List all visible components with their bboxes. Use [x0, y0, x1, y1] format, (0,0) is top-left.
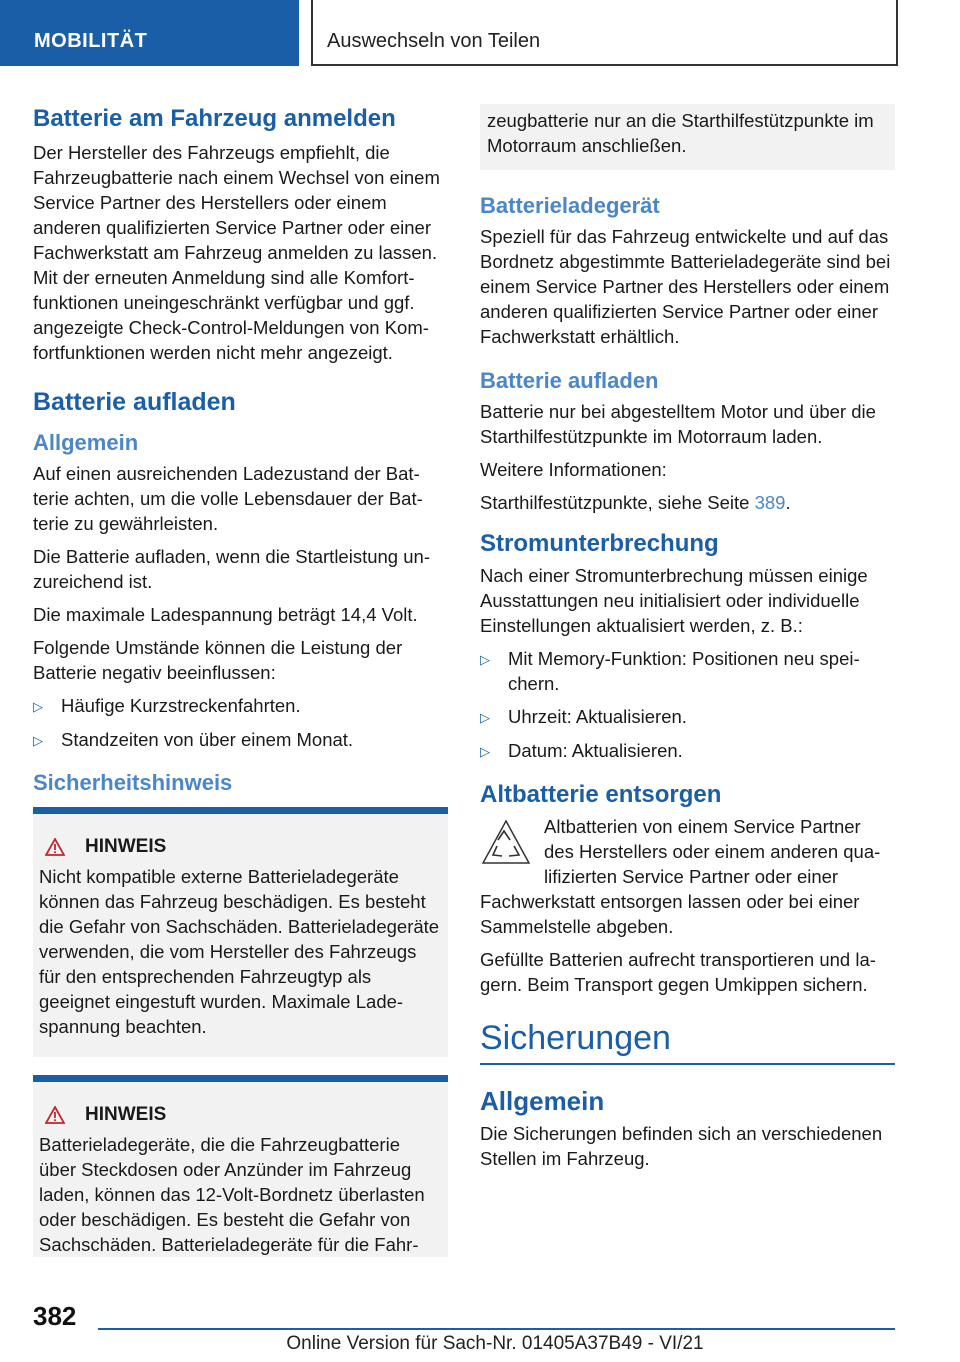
- header-section-tab: [0, 0, 299, 66]
- note-continuation: [480, 104, 895, 170]
- paragraph-power-interruption: Nach einer Stromunterbrechung müssen einige Ausstattungen neu initialisiert oder individuelle Einstellungen aktualisiert werden, z. B.:: [480, 565, 868, 636]
- footer-text: Online Version für Sach-Nr. 01405A37B49 - VI/21: [286, 1333, 704, 1354]
- note-title-2: [45, 1104, 440, 1126]
- list-item-text: Datum: Aktualisieren.: [508, 740, 683, 761]
- note-title-text: HINWEIS: [85, 1104, 167, 1125]
- bullet-triangle-icon: ▷: [33, 733, 43, 748]
- heading-fuses: Sicherungen: [480, 1017, 895, 1065]
- paragraph-reference: [480, 490, 895, 515]
- paragraph-dispose: [480, 814, 895, 939]
- list-item-text: Standzeiten von über einem Monat.: [61, 729, 354, 750]
- reference-text: Starthilfestützpunkte, siehe Seite: [480, 492, 755, 513]
- note-text-2: Batterieladegeräte, die die Fahrzeugbatterie über Steckdosen oder Anzünder im Fahrzeug laden, können das 12-Volt-Bordnetz überlasten oder beschädigen. Es besteht die Gefahr von Sachschäden. Batterieladegeräte für die Fahr-: [39, 1134, 425, 1255]
- warning-icon: [45, 838, 65, 856]
- recycle-icon: [480, 818, 532, 870]
- paragraph-fuses: Die Sicherungen befinden sich an verschiedenen Stellen im Fahrzeug.: [480, 1123, 883, 1169]
- list-item-text: Häufige Kurzstreckenfahrten.: [61, 695, 301, 716]
- paragraph-charge-3: Die maximale Ladespannung beträgt 14,4 Volt.: [33, 604, 418, 625]
- list-item-text: Mit Memory-Funktion: Positionen neu speichern.: [508, 648, 860, 694]
- note-continuation-text: zeugbatterie nur an die Starthilfestützpunkte im Motorraum anschließen.: [487, 110, 874, 156]
- right-column: [480, 104, 895, 1179]
- header-section-label: MOBILITÄT: [34, 30, 148, 52]
- footer-divider: [98, 1328, 895, 1330]
- paragraph-register-battery: Der Hersteller des Fahrzeugs empfiehlt, die Fahrzeugbatterie nach einem Wechsel von einem Service Partner des Herstellers oder einem anderen qualifizierten Service Partner oder einer Fachwerkstatt am Fahrzeug anmelden zu lassen. Mit der erneuten Anmeldung sind alle Komfortfunktionen uneingeschränkt verfügbar und ggf. angezeigte Check-Control-Meldungen von Komfortfunktionen werden nicht mehr angezeigt.: [33, 142, 440, 363]
- note-text-1: Nicht kompatible externe Batterieladegeräte können das Fahrzeug beschädigen. Es besteht die Gefahr von Sachschäden. Batterieladegeräte verwenden, die vom Hersteller des Fahrzeugs für den entsprechenden Fahrzeugtyp als geeignet eingestuft wurden. Maximale Ladespannung beachten.: [39, 866, 440, 1037]
- bullet-triangle-icon: ▷: [480, 744, 490, 759]
- warning-icon: [45, 1106, 65, 1124]
- heading-register-battery: Batterie am Fahrzeug anmelden: [33, 105, 396, 132]
- note-box-2: [33, 1075, 448, 1257]
- paragraph-more-info: Weitere Informationen:: [480, 459, 667, 480]
- list-item: [480, 704, 895, 730]
- heading-dispose-battery: Altbatterie entsorgen: [480, 781, 722, 808]
- paragraph-charge-right: Batterie nur bei abgestelltem Motor und über die Starthilfestützpunkte im Motorraum laden.: [480, 401, 876, 447]
- list-item: [480, 738, 895, 764]
- list-item: [33, 693, 448, 719]
- list-item: [33, 727, 448, 753]
- bullet-triangle-icon: ▷: [33, 699, 43, 714]
- heading-charge-battery: Batterie aufladen: [33, 388, 236, 416]
- paragraph-dispose-2: Gefüllte Batterien aufrecht transportieren und lagern. Beim Transport gegen Umkippen sichern.: [480, 949, 876, 995]
- page-reference-link[interactable]: 389: [754, 492, 786, 513]
- dispose-text: Altbatterien von einem Service Partner des Herstellers oder einem anderen qualifizierten Service Partner oder einer Fachwerkstatt entsorgen lassen oder bei einer Sammelstelle abgeben.: [480, 816, 881, 937]
- reference-end: .: [785, 492, 791, 513]
- note-box-1: [33, 807, 448, 1057]
- left-column: [33, 104, 448, 1275]
- heading-battery-charger: Batterieladegerät: [480, 193, 660, 218]
- bullet-triangle-icon: ▷: [480, 710, 490, 725]
- header-chapter-label: Auswechseln von Teilen: [327, 30, 541, 52]
- note-title-1: [45, 836, 440, 858]
- bullet-triangle-icon: ▷: [480, 652, 490, 667]
- heading-charge-battery-right: Batterie aufladen: [480, 368, 659, 393]
- list-item: [480, 646, 895, 696]
- paragraph-battery-charger: Speziell für das Fahrzeug entwickelte und auf das Bordnetz abgestimmte Batterieladegeräte sind bei einem Service Partner des Herstellers oder einem anderen qualifizierten Service Partner oder einer Fachwerkstatt erhältlich.: [480, 226, 891, 347]
- paragraph-charge-4: Folgende Umstände können die Leistung der Batterie negativ beeinflussen:: [33, 637, 403, 683]
- header-chapter-box: [311, 0, 898, 66]
- page-number: 382: [33, 1301, 77, 1331]
- paragraph-charge-2: Die Batterie aufladen, wenn die Startleistung unzureichend ist.: [33, 546, 430, 592]
- note-title-text: HINWEIS: [85, 836, 167, 857]
- heading-general-fuses: Allgemein: [480, 1086, 605, 1116]
- heading-power-interruption: Stromunterbrechung: [480, 530, 719, 557]
- heading-general: Allgemein: [33, 430, 139, 455]
- list-item-text: Uhrzeit: Aktualisieren.: [508, 706, 687, 727]
- heading-safety-note: Sicherheitshinweis: [33, 770, 233, 795]
- paragraph-charge-1: Auf einen ausreichenden Ladezustand der Batterie achten, um die volle Lebensdauer der Batterie zu gewährleisten.: [33, 463, 423, 534]
